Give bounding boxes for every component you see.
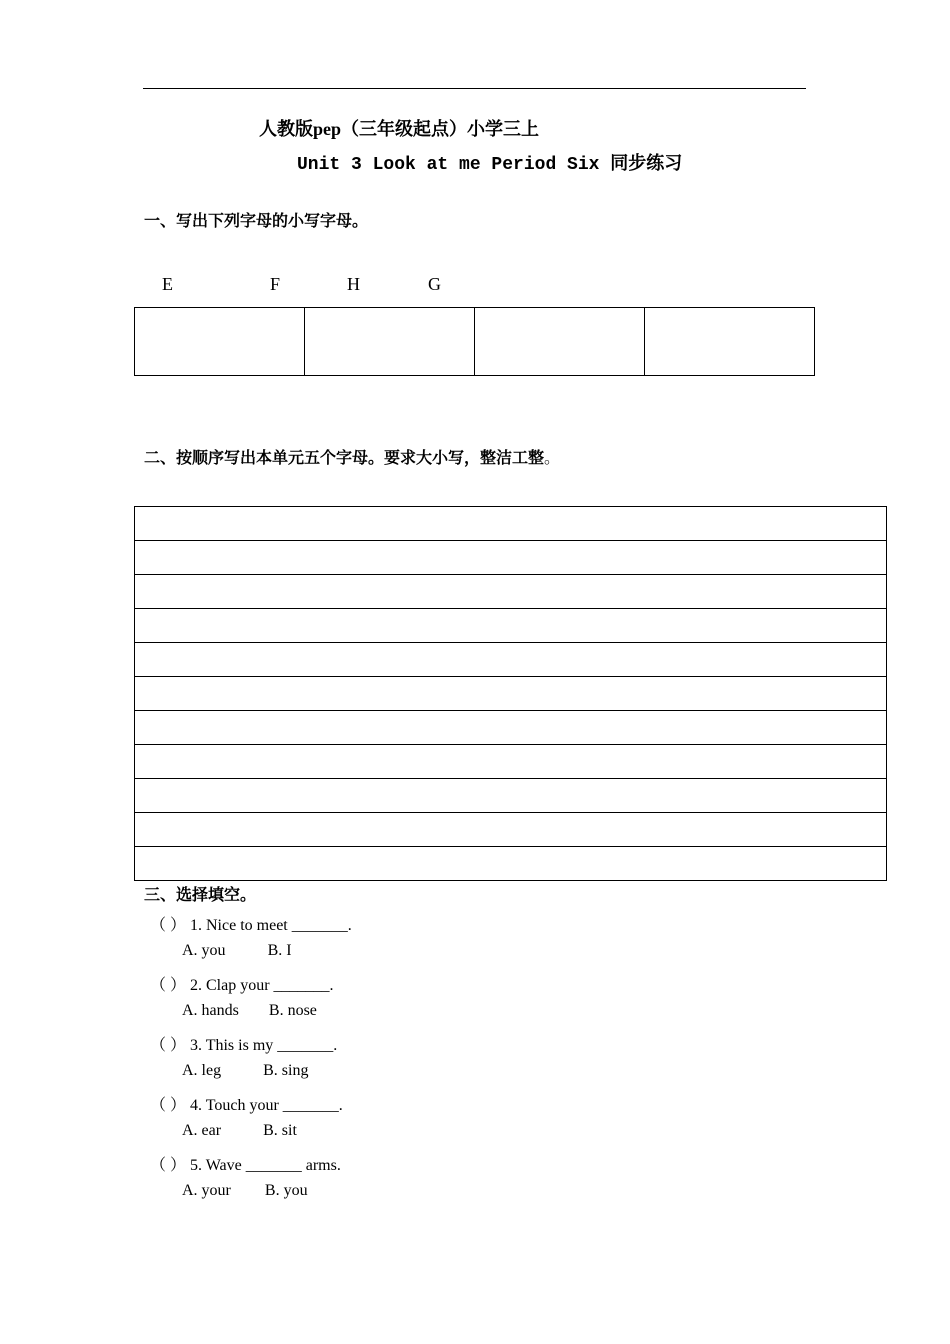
page-subtitle <box>297 149 682 175</box>
section1-heading: 一、写出下列字母的小写字母。 <box>144 211 369 230</box>
question-3-options <box>182 1062 308 1080</box>
option-a: A. hands <box>182 1002 239 1019</box>
question-text: 1. Nice to meet _______. <box>190 917 352 934</box>
writing-line[interactable] <box>135 541 886 575</box>
writing-line[interactable] <box>135 847 886 881</box>
option-b: B. you <box>264 1182 308 1199</box>
subtitle-chinese: 同步练习 <box>610 153 683 174</box>
writing-line[interactable] <box>135 677 886 711</box>
answer-paren[interactable]: （ ） <box>150 917 187 934</box>
writing-lines <box>134 506 887 881</box>
question-text: 2. Clap your _______. <box>190 977 334 994</box>
section2-heading-end: 。 <box>544 448 561 467</box>
option-a: A. leg <box>182 1062 222 1079</box>
section3-heading: 三、选择填空。 <box>144 885 257 904</box>
option-a: A. ear <box>182 1122 222 1139</box>
answer-paren[interactable]: （ ） <box>150 1037 187 1054</box>
answer-box[interactable] <box>305 308 475 375</box>
writing-line[interactable] <box>135 779 886 813</box>
writing-line[interactable] <box>135 813 886 847</box>
question-2 <box>150 972 334 995</box>
answer-box[interactable] <box>475 308 645 375</box>
answer-box[interactable] <box>645 308 814 375</box>
question-text: 5. Wave _______ arms. <box>190 1157 341 1174</box>
option-b: B. I <box>267 942 292 959</box>
writing-line[interactable] <box>135 745 886 779</box>
question-4-options <box>182 1122 297 1140</box>
question-5 <box>150 1152 341 1175</box>
question-5-options <box>182 1182 308 1200</box>
section2-heading-text: 二、按顺序写出本单元五个字母。要求大小写，整洁工整 <box>144 448 545 467</box>
question-1 <box>150 912 352 935</box>
answer-paren[interactable]: （ ） <box>150 1157 187 1174</box>
header-rule <box>143 88 806 89</box>
answer-box[interactable] <box>135 308 305 375</box>
question-3 <box>150 1032 337 1055</box>
page-title: 人教版pep（三年级起点）小学三上 <box>259 119 540 139</box>
writing-line[interactable] <box>135 609 886 643</box>
question-1-options <box>182 942 292 960</box>
option-b: B. sit <box>263 1122 297 1139</box>
answer-paren[interactable]: （ ） <box>150 1097 187 1114</box>
answer-boxes <box>134 307 815 376</box>
writing-line[interactable] <box>135 643 886 677</box>
question-text: 4. Touch your _______. <box>190 1097 343 1114</box>
writing-line[interactable] <box>135 711 886 745</box>
question-text: 3. This is my _______. <box>190 1037 338 1054</box>
option-a: A. you <box>182 942 226 959</box>
letter-g: G <box>428 274 441 294</box>
letter-h: H <box>347 274 360 294</box>
letter-f: F <box>270 274 281 294</box>
answer-paren[interactable]: （ ） <box>150 977 187 994</box>
option-b: B. nose <box>268 1002 317 1019</box>
option-b: B. sing <box>263 1062 309 1079</box>
question-4 <box>150 1092 343 1115</box>
option-a: A. your <box>182 1182 231 1199</box>
writing-line[interactable] <box>135 507 886 541</box>
section2-heading <box>144 445 560 468</box>
question-2-options <box>182 1002 317 1020</box>
subtitle-english: Unit 3 Look at me Period Six <box>297 155 611 175</box>
writing-line[interactable] <box>135 575 886 609</box>
letter-e: E <box>162 274 173 294</box>
